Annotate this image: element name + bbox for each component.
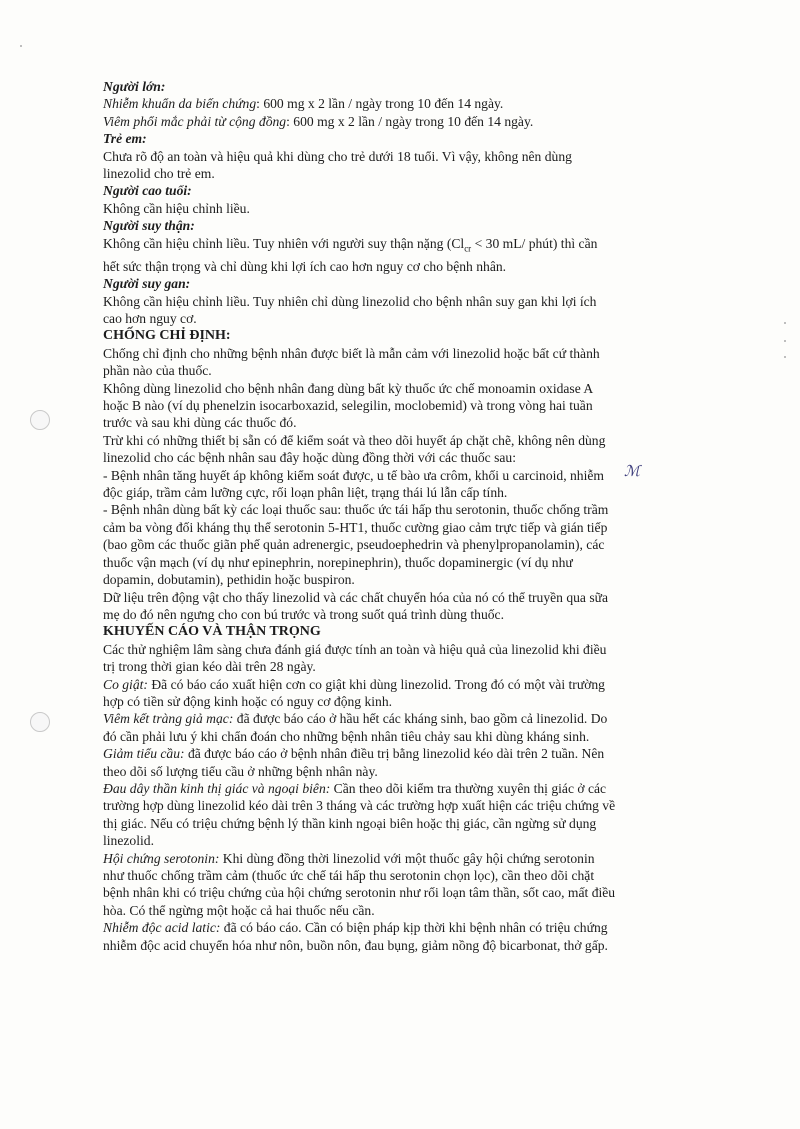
text-line: Chống chỉ định cho những bệnh nhân được biết là mẫn cảm với linezolid hoặc bất cứ thành (103, 345, 600, 361)
line-text: đã có báo cáo. Cần có biện pháp kịp thời khi bệnh nhân có triệu chứng (220, 920, 608, 936)
text-line (103, 884, 725, 901)
line-text: hết sức thận trọng và chỉ dùng khi lợi ích cao hơn nguy cơ cho bệnh nhân. (103, 258, 507, 274)
line-text: đã được báo cáo ở hầu hết các kháng sinh, bao gồm cả linezolid. Do (233, 711, 608, 727)
subheading-text: Người cao tuổi: (103, 183, 192, 199)
line-text: đó cần phải lưu ý khi chẩn đoán cho những bệnh nhân tiêu chảy sau khi dùng kháng sinh. (103, 728, 590, 744)
subheading (103, 275, 725, 292)
text-line: cảm ba vòng đối kháng thụ thể serotonin 5-HT1, thuốc cường giao cảm trực tiếp và gián tiếp (103, 519, 608, 535)
text-line (103, 113, 725, 130)
text-line: Trừ khi có những thiết bị sẵn có để kiểm soát và theo dõi huyết áp chặt chẽ, không nên dùng (103, 432, 606, 448)
line-text: Đã có báo cáo xuất hiện cơn co giật khi dùng linezolid. Trong đó có một vài trường (147, 676, 605, 692)
text-line (103, 919, 725, 936)
line-text: Chưa rõ độ an toàn và hiệu quả khi dùng cho trẻ dưới 18 tuổi. Vì vậy, không nên dùng (103, 148, 572, 164)
text-line (103, 310, 725, 327)
punch-hole-bottom (30, 712, 50, 732)
scan-speck (784, 322, 786, 324)
warning-label: Co giật: (103, 676, 148, 692)
text-line (103, 676, 725, 693)
text-line: - Bệnh nhân tăng huyết áp không kiểm soát được, u tế bào ưa crôm, khối u carcinoid, nhiễm (103, 467, 604, 483)
subheading-text: Người lớn: (103, 79, 166, 94)
text-line (103, 293, 725, 310)
text-line: trước và sau khi dùng các thuốc đó. (103, 415, 297, 431)
document-body (103, 78, 725, 954)
text-line (103, 693, 725, 710)
text-line: thuốc vận mạch (ví dụ như epinephrin, norepinephrin), thuốc dopaminergic (ví dụ như (103, 554, 573, 570)
line-text: < 30 mL/ phút) thì cần (471, 235, 598, 251)
line-text: trị trong thời gian kéo dài trên 28 ngày. (103, 659, 316, 675)
text-line (103, 258, 725, 275)
line-text: theo dõi số lượng tiểu cầu ở những bệnh nhân này. (103, 763, 378, 779)
warnings-section (103, 641, 725, 954)
text-line (103, 797, 725, 814)
text-line: mẹ do đó nên ngưng cho con bú trước và trong suốt quá trình dùng thuốc. (103, 606, 504, 622)
text-line: (bao gồm các thuốc giãn phế quản adrenergic, pseudoephedrin và phenylpropanolamin), các (103, 537, 605, 553)
subheading (103, 78, 725, 95)
line-text: linezolid. (103, 833, 154, 849)
line-text: linezolid cho trẻ em. (103, 166, 215, 182)
dosage-section (103, 78, 725, 327)
warning-label: Đau dây thần kinh thị giác và ngoại biên: (103, 780, 331, 796)
text-line: Dữ liệu trên động vật cho thấy linezolid và các chất chuyển hóa của nó có thể truyền qua sữa (103, 589, 609, 605)
line-text: cao hơn nguy cơ. (103, 311, 197, 326)
text-line: phần nào của thuốc. (103, 363, 212, 379)
warning-label: Nhiễm độc acid latic: (103, 920, 221, 936)
text-line: dopamin, dobutamin), pethidin hoặc buspiron. (103, 572, 355, 588)
text-line (103, 658, 725, 675)
subheading-text: Người suy thận: (103, 218, 195, 234)
text-line (103, 815, 725, 832)
scan-speck (784, 340, 786, 342)
text-line (103, 641, 725, 658)
subheading-text: Người suy gan: (103, 276, 191, 292)
line-text: Không cần hiệu chỉnh liều. Tuy nhiên chỉ dùng linezolid cho bệnh nhân suy gan khi lợi ích (103, 293, 597, 309)
subheading (103, 217, 725, 234)
subheading (103, 182, 725, 199)
warning-label: Hội chứng serotonin: (103, 850, 220, 866)
line-text: Cần theo dõi kiểm tra thường xuyên thị giác ở các (330, 780, 607, 796)
text-line (103, 200, 725, 217)
text-line (103, 867, 725, 884)
text-line (103, 235, 725, 258)
line-text: Khi dùng đồng thời linezolid với một thuốc gây hội chứng serotonin (219, 850, 595, 866)
subheading-text: Trẻ em: (103, 131, 147, 147)
text-line (103, 763, 725, 780)
text-line: linezolid cho các bệnh nhân sau đây hoặc dùng đồng thời với các thuốc sau: (103, 450, 517, 466)
indication-label: Nhiễm khuẩn da biến chứng (103, 96, 257, 112)
contraindications-section (103, 345, 725, 624)
text-line (103, 937, 725, 954)
text-line (103, 95, 725, 112)
text-line: Không dùng linezolid cho bệnh nhân đang dùng bất kỳ thuốc ức chế monoamin oxidase A (103, 380, 594, 396)
line-text: thị giác. Nếu có triệu chứng bệnh lý thần kinh ngoại biên hoặc thị giác, cần ngừng sử dụng (103, 815, 597, 831)
handwritten-initials: ℳ (624, 462, 641, 480)
text-line (103, 902, 725, 919)
indication-label: Viêm phổi mắc phải từ cộng đồng (103, 113, 287, 129)
line-text: nhiễm độc acid chuyển hóa như nôn, buồn nôn, đau bụng, giảm nồng độ bicarbonat, thở gấp. (103, 937, 608, 953)
scan-speck (20, 45, 22, 47)
text-line: - Bệnh nhân dùng bất kỳ các loại thuốc sau: thuốc ức tái hấp thu serotonin, thuốc chống trầm (103, 502, 609, 518)
contraindications-heading: CHỐNG CHỈ ĐỊNH: (103, 328, 231, 344)
text-line: hoặc B nào (ví dụ phenelzin isocarboxazid, selegilin, moclobemid) và trong vòng hai tuần (103, 398, 593, 414)
text-line (103, 850, 725, 867)
warnings-heading: KHUYẾN CÁO VÀ THẬN TRỌNG (103, 624, 321, 640)
subheading (103, 130, 725, 147)
text-line (103, 780, 725, 797)
line-text: trường hợp dùng linezolid kéo dài trên 3 tháng và các trường hợp xuất hiện các triệu chứng về (103, 798, 616, 814)
punch-hole-top (30, 410, 50, 430)
line-text: như thuốc chống trầm cảm (thuốc ức chế tái hấp thu serotonin chọn lọc), cần theo dõi chặt (103, 868, 595, 883)
line-text: hòa. Có thể ngừng một hoặc cả hai thuốc nếu cần. (103, 902, 375, 918)
warning-label: Giảm tiểu cầu: (103, 746, 185, 762)
line-text: : 600 mg x 2 lần / ngày trong 10 đến 14 ngày. (286, 113, 534, 129)
line-text: đã được báo cáo ở bệnh nhân điều trị bằng linezolid kéo dài trên 2 tuần. Nên (184, 746, 605, 762)
text-line (103, 148, 725, 165)
text-line: độc giáp, trầm cảm lưỡng cực, rối loạn phân liệt, trạng thái lú lẫn cấp tính. (103, 485, 508, 501)
line-text: bệnh nhân khi có triệu chứng của hội chứng serotonin như rối loạn tâm thần, sốt cao, mất điều (103, 885, 616, 901)
text-line (103, 165, 725, 182)
line-text: hợp có tiền sử động kinh hoặc có nguy cơ động kinh. (103, 693, 393, 709)
scan-speck (784, 356, 786, 358)
text-line (103, 832, 725, 849)
text-line (103, 728, 725, 745)
text-line (103, 710, 725, 727)
line-text: Không cần hiệu chỉnh liều. (103, 200, 250, 216)
line-text: Các thử nghiệm lâm sàng chưa đánh giá được tính an toàn và hiệu quả của linezolid khi điều (103, 641, 607, 657)
text-line (103, 745, 725, 762)
line-text: : 600 mg x 2 lần / ngày trong 10 đến 14 ngày. (256, 96, 504, 112)
line-text: Không cần hiệu chỉnh liều. Tuy nhiên với người suy thận nặng (Cl (103, 235, 465, 251)
subscript: cr (464, 243, 472, 254)
warning-label: Viêm kết tràng giả mạc: (103, 711, 234, 727)
